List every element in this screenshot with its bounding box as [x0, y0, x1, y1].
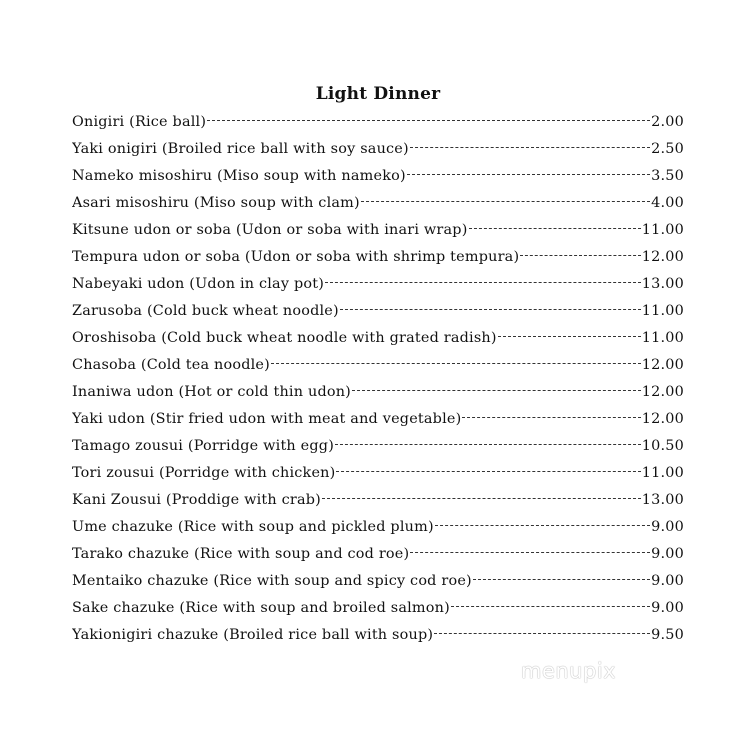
menu-item — [72, 435, 684, 462]
dotted-leader — [340, 309, 641, 310]
menu-item — [72, 570, 684, 597]
dotted-leader — [498, 336, 641, 337]
menu-item — [72, 408, 684, 435]
menu-item — [72, 219, 684, 246]
menu-item — [72, 462, 684, 489]
dotted-leader — [434, 633, 650, 634]
menu-item-price: 9.50 — [651, 627, 684, 643]
menu-item-name: Zarusoba (Cold buck wheat noodle) — [72, 303, 339, 319]
menu-item-name: Mentaiko chazuke (Rice with soup and spicy cod roe) — [72, 573, 472, 589]
menu-item — [72, 300, 684, 327]
menu-item-name: Asari misoshiru (Miso soup with clam) — [72, 195, 360, 211]
menu-item-price: 3.50 — [651, 168, 684, 184]
menu-item — [72, 597, 684, 624]
menu-item-price: 12.00 — [641, 411, 684, 427]
menu-item-name: Yakionigiri chazuke (Broiled rice ball with soup) — [72, 627, 434, 643]
dotted-leader — [207, 120, 650, 121]
menu-item-name: Inaniwa udon (Hot or cold thin udon) — [72, 384, 351, 400]
menu-item-price: 9.00 — [651, 573, 684, 589]
dotted-leader — [325, 282, 641, 283]
menu-item-name: Tarako chazuke (Rice with soup and cod roe) — [72, 546, 410, 562]
menu-item — [72, 273, 684, 300]
menu-item-name: Yaki udon (Stir fried udon with meat and vegetable) — [72, 411, 462, 427]
menu-list — [72, 111, 684, 651]
dotted-leader — [462, 417, 640, 418]
dotted-leader — [271, 363, 641, 364]
menu-item-name: Tori zousui (Porridge with chicken) — [72, 465, 336, 481]
menu-item-price: 13.00 — [641, 492, 684, 508]
menu-item-name: Oroshisoba (Cold buck wheat noodle with grated radish) — [72, 330, 497, 346]
dotted-leader — [435, 525, 650, 526]
menu-item-price: 12.00 — [641, 357, 684, 373]
menu-item-price: 11.00 — [641, 303, 684, 319]
dotted-leader — [451, 606, 650, 607]
dotted-leader — [322, 498, 641, 499]
menu-title: Light Dinner — [315, 84, 441, 104]
dotted-leader — [469, 228, 641, 229]
menu-item — [72, 516, 684, 543]
dotted-leader — [352, 390, 641, 391]
dotted-leader — [335, 444, 641, 445]
menu-item — [72, 381, 684, 408]
menu-item-name: Yaki onigiri (Broiled rice ball with soy sauce) — [72, 141, 409, 157]
menu-item-price: 9.00 — [651, 600, 684, 616]
menu-item — [72, 246, 684, 273]
menu-item-name: Tempura udon or soba (Udon or soba with shrimp tempura) — [72, 249, 520, 265]
menu-item-price: 9.00 — [651, 519, 684, 535]
menu-item-price: 13.00 — [641, 276, 684, 292]
menu-item — [72, 165, 684, 192]
menu-item-price: 10.50 — [641, 438, 684, 454]
menu-item-price: 11.00 — [641, 222, 684, 238]
menu-item — [72, 543, 684, 570]
dotted-leader — [520, 255, 641, 256]
menu-item-name: Nabeyaki udon (Udon in clay pot) — [72, 276, 325, 292]
menu-item-name: Chasoba (Cold tea noodle) — [72, 357, 270, 373]
menu-item-price: 11.00 — [641, 465, 684, 481]
menu-item — [72, 327, 684, 354]
menu-item-name: Ume chazuke (Rice with soup and pickled plum) — [72, 519, 434, 535]
dotted-leader — [336, 471, 640, 472]
menu-item-price: 9.00 — [651, 546, 684, 562]
menu-item — [72, 111, 684, 138]
menu-item-price: 2.50 — [651, 141, 684, 157]
menu-item — [72, 354, 684, 381]
menupix-watermark: menupix — [521, 659, 617, 683]
menu-item-price: 4.00 — [651, 195, 684, 211]
menu-item — [72, 138, 684, 165]
menu-item-price: 11.00 — [641, 330, 684, 346]
menu-item-price: 12.00 — [641, 249, 684, 265]
menu-item-name: Kani Zousui (Proddige with crab) — [72, 492, 321, 508]
dotted-leader — [410, 552, 650, 553]
menu-item-name: Sake chazuke (Rice with soup and broiled salmon) — [72, 600, 450, 616]
dotted-leader — [407, 174, 650, 175]
menu-item-name: Kitsune udon or soba (Udon or soba with inari wrap) — [72, 222, 468, 238]
dotted-leader — [361, 201, 650, 202]
menu-item-price: 12.00 — [641, 384, 684, 400]
dotted-leader — [473, 579, 650, 580]
menu-item-price: 2.00 — [651, 114, 684, 130]
dotted-leader — [410, 147, 650, 148]
menu-item — [72, 489, 684, 516]
menu-item-name: Onigiri (Rice ball) — [72, 114, 207, 130]
menu-item-name: Nameko misoshiru (Miso soup with nameko) — [72, 168, 406, 184]
menu-item — [72, 192, 684, 219]
menu-item — [72, 624, 684, 651]
menu-item-name: Tamago zousui (Porridge with egg) — [72, 438, 335, 454]
